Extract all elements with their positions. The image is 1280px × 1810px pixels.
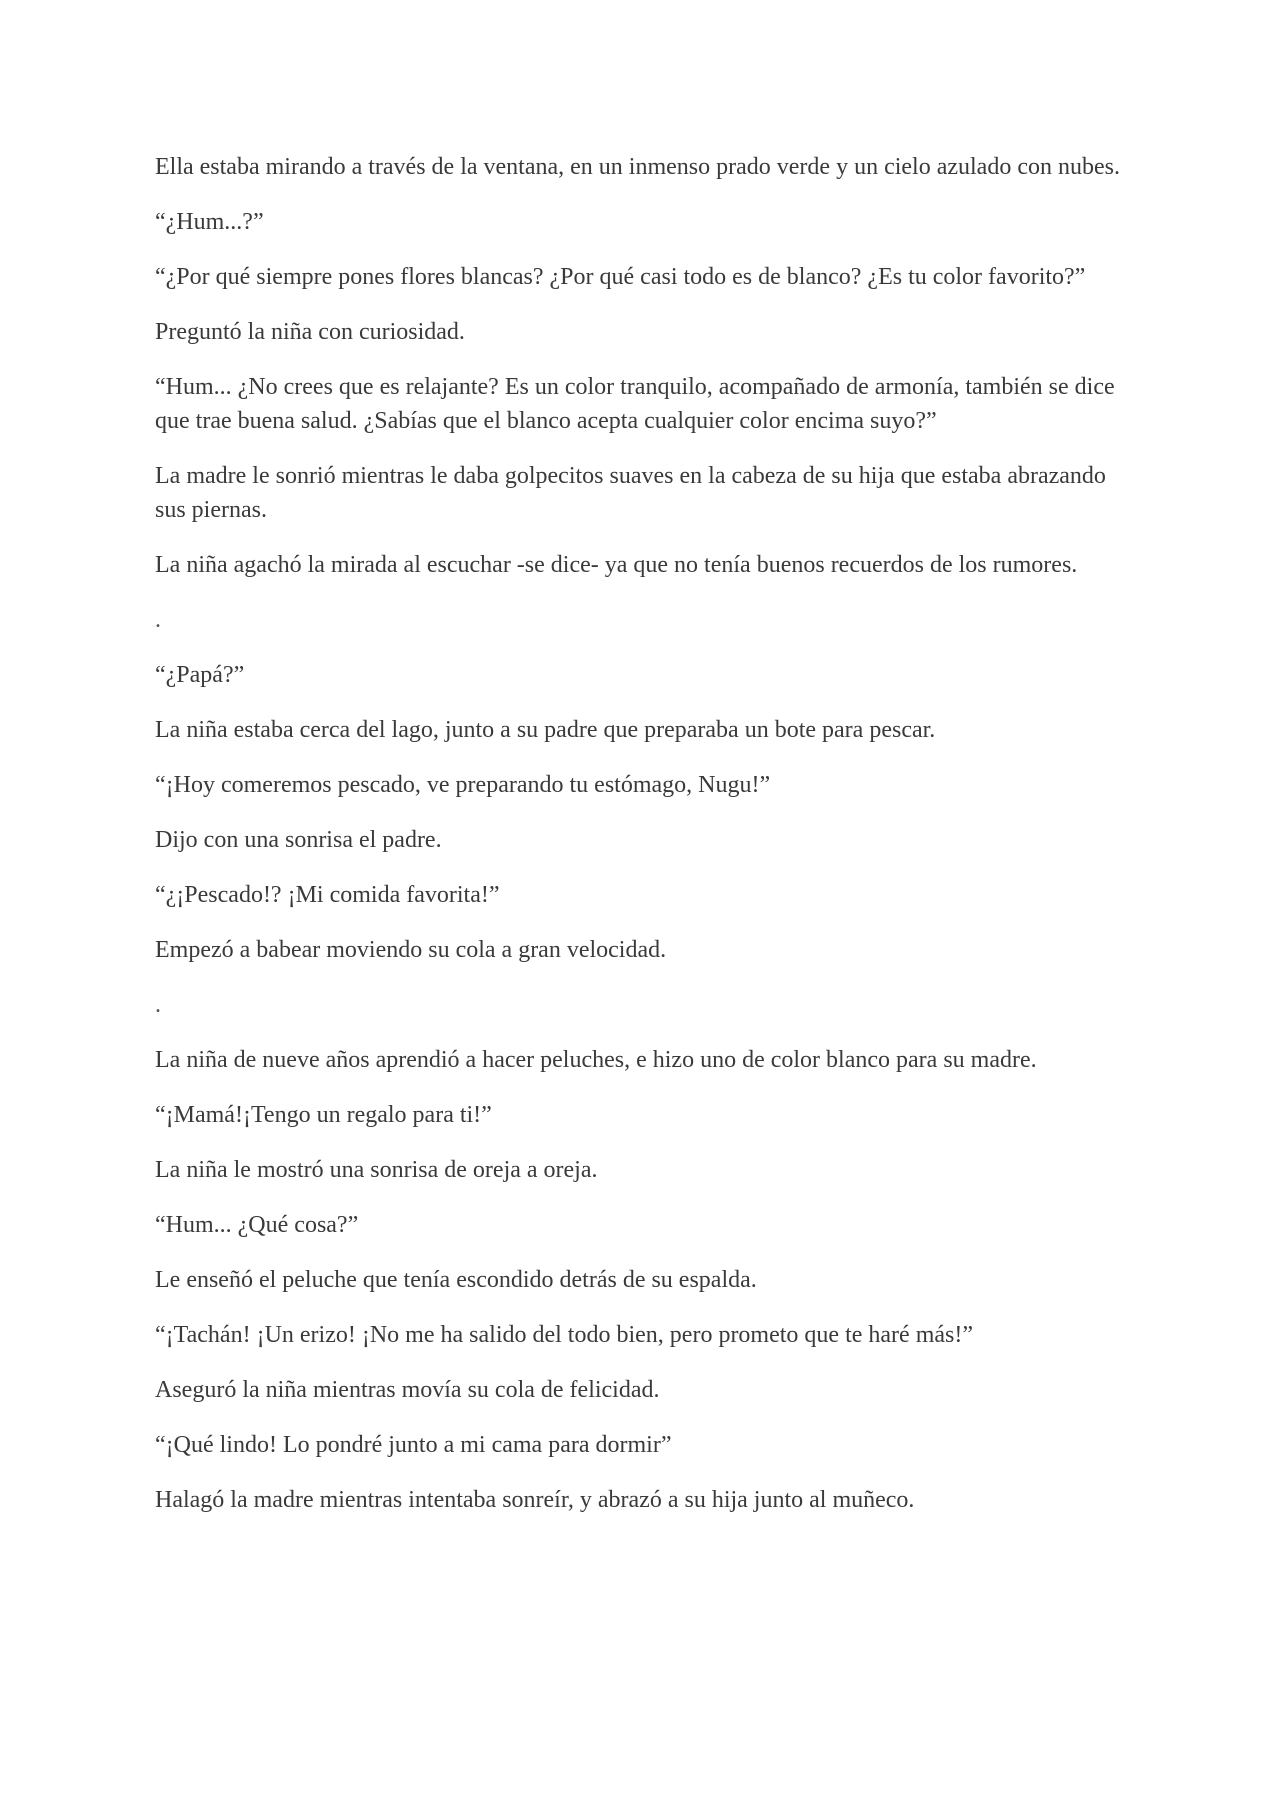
paragraph: La niña estaba cerca del lago, junto a su padre que preparaba un bote para pescar. — [155, 717, 936, 743]
paragraph: “¡Hoy comeremos pescado, ve preparando tu estómago, Nugu!” — [155, 772, 771, 798]
paragraph: Le enseñó el peluche que tenía escondido detrás de su espalda. — [155, 1267, 757, 1293]
paragraph: “¡Mamá!¡Tengo un regalo para ti!” — [155, 1102, 492, 1128]
paragraph: Halagó la madre mientras intentaba sonreír, y abrazó a su hija junto al muñeco. — [155, 1487, 915, 1513]
paragraph: La madre le sonrió mientras le daba golpecitos suaves en la cabeza de su hija que estaba abrazando sus piernas. — [155, 463, 1106, 523]
paragraph: Aseguró la niña mientras movía su cola de felicidad. — [155, 1377, 660, 1403]
paragraph: La niña le mostró una sonrisa de oreja a oreja. — [155, 1157, 598, 1183]
paragraph: Preguntó la niña con curiosidad. — [155, 319, 465, 345]
paragraph: “¡Tachán! ¡Un erizo! ¡No me ha salido del todo bien, pero prometo que te haré más!” — [155, 1322, 973, 1348]
story-text — [155, 150, 1135, 1538]
paragraph: Ella estaba mirando a través de la ventana, en un inmenso prado verde y un cielo azulado con nubes. — [155, 154, 1120, 180]
scene-separator: . — [155, 607, 161, 633]
paragraph: “¿Hum...?” — [155, 209, 264, 235]
paragraph: La niña de nueve años aprendió a hacer peluches, e hizo uno de color blanco para su madre. — [155, 1047, 1037, 1073]
paragraph: “¿Por qué siempre pones flores blancas? ¿Por qué casi todo es de blanco? ¿Es tu color favorito?” — [155, 264, 1086, 290]
paragraph: Empezó a babear moviendo su cola a gran velocidad. — [155, 937, 667, 963]
paragraph: La niña agachó la mirada al escuchar -se dice- ya que no tenía buenos recuerdos de los rumores. — [155, 552, 1078, 578]
paragraph: Dijo con una sonrisa el padre. — [155, 827, 442, 853]
paragraph: “¿¡Pescado!? ¡Mi comida favorita!” — [155, 882, 500, 908]
paragraph: “Hum... ¿Qué cosa?” — [155, 1212, 359, 1238]
paragraph: “¡Qué lindo! Lo pondré junto a mi cama para dormir” — [155, 1432, 672, 1458]
paragraph: “¿Papá?” — [155, 662, 245, 688]
scene-separator: . — [155, 992, 161, 1018]
paragraph: “Hum... ¿No crees que es relajante? Es un color tranquilo, acompañado de armonía, también se dice que trae buena salud. ¿Sabías que el blanco acepta cualquier color encima suyo?” — [155, 374, 1115, 434]
